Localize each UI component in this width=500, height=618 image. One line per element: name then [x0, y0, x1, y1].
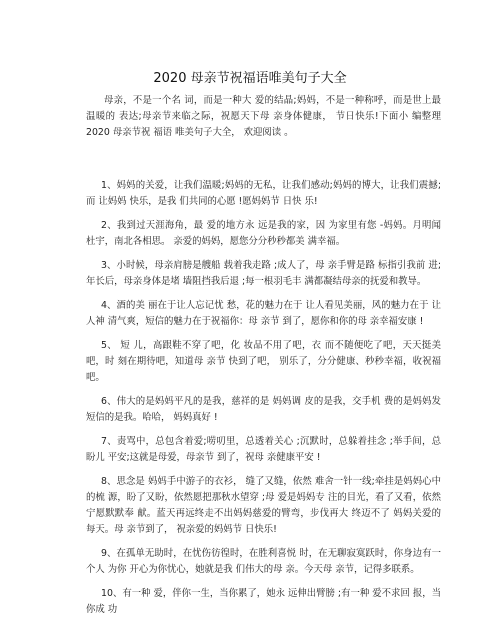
- list-item: 7、责骂中，总包含着爱;唠叨里，总透着关心 ;沉默时，总躲着挂念 ;举手间，总盼儿 平安;这就是母爱，母亲节 到了，祝母 亲健康平安 !: [86, 436, 441, 463]
- list-item: 9、在孤单无助时，在忧伤彷徨时，在胜利喜悦 时，在无聊寂寞跃时，你身边有一个人 为你 开心为你忧心，她就是我 们伟大的母 亲。今天母 亲节，记得多联系。: [86, 548, 441, 575]
- list-item: 5、 短 儿，高跟鞋不穿了吧，化 妆品不用了吧，衣 而不随便吃了吧，天天挺美吧，时 刻在期待吧，知道母 亲节 快到了吧， 别乐了，分分健康、秒秒幸福，收祝福吧。: [86, 340, 441, 383]
- document-title: 2020 母亲节祝福语唯美句子大全: [153, 71, 347, 86]
- list-item: 3、小时候，母亲肩膀是艘船 载着我走路 ;成人了，母 亲手臂是路 标指引我前 进;年长后，母亲身体是堵 墙阻挡我后退 ;每一根羽毛丰 满都凝结母亲的抚爱和教导。: [86, 260, 441, 287]
- list-item: 8、思念是 妈妈手中游子的衣衫， 缝了又缝，依然 难舍一针一线;牵挂是妈妈心中的梳 源，盼了又盼，依然愿把那秋水望穿 ;母 爱是妈妈专 注的目光，看了又看，依然宁愿默默奉 献。蓝天再远终走不出妈妈慈爱的臂弯，步伐再大 终迈不了 妈妈关爱的每天。母 亲节到了， 祝亲爱的妈妈节 日快乐!: [86, 476, 441, 535]
- list-item: 1、妈妈的关爱，让我们温暖;妈妈的无私，让我们感动;妈妈的博大，让我们震撼;而 让妈妈 快乐，是我 们共同的心愿 !愿妈妈节 日快 乐!: [86, 180, 441, 207]
- list-item: 10、有一种 爱，伴你一生，当你累了，她永 远伸出臂膀 ;有一种 爱不求回 报，当你成 功: [86, 588, 441, 615]
- wishes-list: [86, 178, 441, 618]
- intro-paragraph: 母亲，不是一个名 词，而是一种大 爱的结晶;妈妈，不是一种称呼，而是世上最温暖的 表达;母亲节来临之际，祝愿天下母 亲身体健康， 节日快乐!下面小 编整理 2020 母亲节祝 福语 唯美句子大全， 欢迎阅读 。: [86, 95, 441, 139]
- list-item: 2、我到过天涯海角，最 爱的地方永 远是我的家，因 为家里有您 -妈妈。月明闻杜宇，南北各相思。 亲爱的妈妈，愿您分分秒秒都美 满幸福。: [86, 220, 441, 247]
- list-item: 6、伟大的是妈妈平凡的是我，慈祥的是 妈妈调 皮的是我，交手机 费的是妈妈发 短信的是我。哈哈， 妈妈真好 !: [86, 396, 441, 423]
- list-item: 4、酒的美 丽在于让人忘记忧 愁，花的魅力在于 让人看见美丽，风的魅力在于 让人神 清气爽，短信的魅力在于祝福你：母 亲节 到了，愿你和你的母 亲幸福安康 !: [86, 300, 441, 327]
